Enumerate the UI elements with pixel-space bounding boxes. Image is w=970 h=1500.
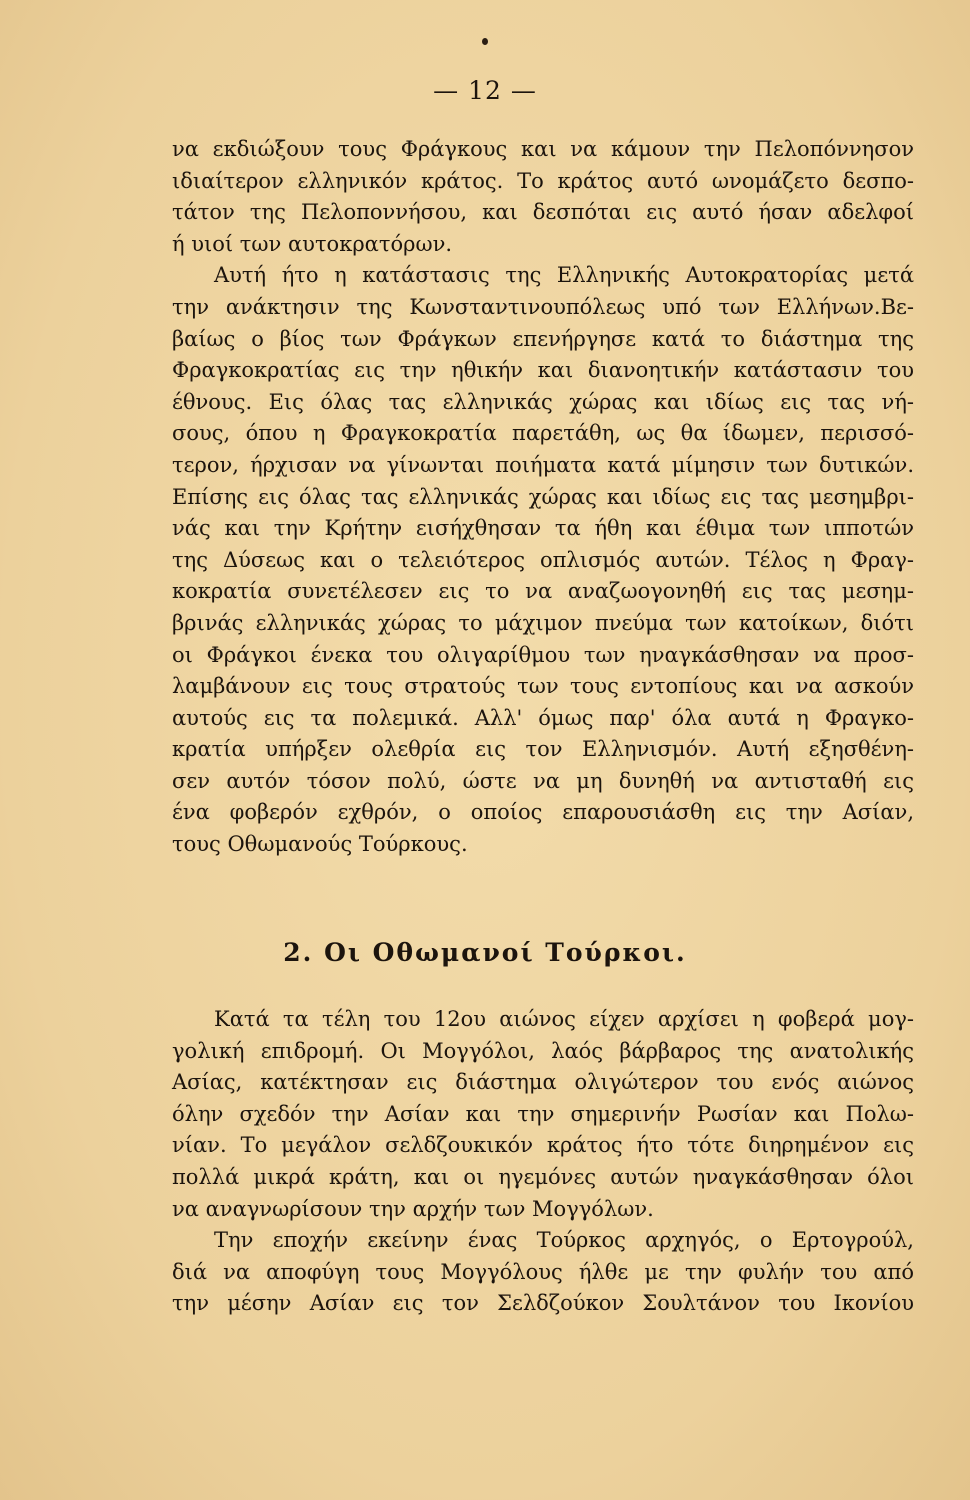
text-line: να αναγνωρίσουν την αρχήν των Μογγόλων. [172, 1196, 654, 1221]
ink-spot [482, 38, 488, 45]
section-1-text [172, 134, 914, 861]
text-line: Κατά τα τέλη του 12ου αιώνος είχεν αρχίσει η φοβερά μογ- [214, 1007, 914, 1031]
text-line: κοκρατία συνετέλεσεν εις το να αναζωογονηθή εις τας μεσημ- [172, 579, 914, 604]
text-line: ένα φοβερόν εχθρόν, ο οποίος επαρουσιάσθη εις την Ασίαν, [172, 800, 914, 825]
text-line: να εκδιώξουν τους Φράγκους και να κάμουν την Πελοπόννησον [172, 137, 914, 161]
text-line: την μέσην Ασίαν εις τον Σελδζούκον Σουλτάνον του Ικονίου [172, 1291, 914, 1316]
text-line: σους, όπου η Φραγκοκρατία παρετάθη, ως θα ίδωμεν, περισσό- [172, 421, 914, 446]
text-line: ιδιαίτερον ελληνικόν κράτος. Το κράτος αυτό ωνομάζετο δεσπο- [172, 168, 914, 193]
text-line: Φραγκοκρατίας εις την ηθικήν και διανοητικήν κατάστασιν του [172, 358, 914, 383]
text-line: βαίως ο βίος των Φράγκων επενήργησε κατά το διάστημα της [172, 326, 914, 351]
text-line: λαμβάνουν εις τους στρατούς των τους εντοπίους και να ασκούν [172, 674, 914, 699]
text-line: οι Φράγκοι ένεκα του ολιγαρίθμου των ηναγκάσθησαν να προσ- [172, 642, 914, 667]
section-2-text [172, 1004, 914, 1320]
text-line: Επίσης εις όλας τας ελληνικάς χώρας και ιδίως εις τας μεσημβρι- [172, 484, 914, 509]
text-line: Αυτή ήτο η κατάστασις της Ελληνικής Αυτοκρατορίας μετά [214, 263, 914, 288]
text-line: αυτούς εις τα πολεμικά. Αλλ' όμως παρ' όλα αυτά η Φραγκο- [172, 705, 914, 730]
text-line: διά να αποφύγη τους Μογγόλους ήλθε με την φυλήν του από [172, 1259, 914, 1284]
text-line: κρατία υπήρξεν ολεθρία εις τον Ελληνισμόν. Αυτή εξησθένη- [172, 737, 914, 762]
text-line: νάς και την Κρήτην εισήχθησαν τα ήθη και έθιμα των ιπποτών [172, 516, 914, 541]
text-line: Την εποχήν εκείνην ένας Τούρκος αρχηγός, ο Ερτογρούλ, [214, 1228, 914, 1253]
text-line: πολλά μικρά κράτη, και οι ηγεμόνες αυτών ηναγκάσθησαν όλοι [172, 1164, 914, 1189]
section-heading: 2. Οι Οθωμανοί Τούρκοι. [283, 938, 687, 967]
text-line: γολική επιδρομή. Οι Μογγόλοι, λαός βάρβαρος της ανατολικής [172, 1038, 914, 1063]
text-line: έθνους. Εις όλας τας ελληνικάς χώρας και ιδίως εις τας νή- [172, 389, 914, 414]
text-line: την ανάκτησιν της Κωνσταντινουπόλεως υπό των Ελλήνων.Βε- [172, 294, 914, 319]
text-line: τερον, ήρχισαν να γίνωνται ποιήματα κατά μίμησιν των δυτικών. [172, 452, 914, 477]
text-line: σεν αυτόν τόσον πολύ, ώστε να μη δυνηθή να αντισταθή εις [172, 768, 914, 793]
page-number: — 12 — [433, 76, 537, 105]
text-line: της Δύσεως και ο τελειότερος οπλισμός αυτών. Τέλος η Φραγ- [172, 547, 914, 572]
text-line: βρινάς ελληνικάς χώρας το μάχιμον πνεύμα των κατοίκων, διότι [172, 610, 914, 635]
text-line: Ασίας, κατέκτησαν εις διάστημα ολιγώτερον του ενός αιώνος [172, 1070, 914, 1095]
text-line: τους Οθωμανούς Τούρκους. [172, 832, 468, 857]
text-line: τάτον της Πελοποννήσου, και δεσπόται εις αυτό ήσαν αδελφοί [172, 200, 914, 225]
text-line: όλην σχεδόν την Ασίαν και την σημερινήν Ρωσίαν και Πολω- [172, 1101, 914, 1126]
text-line: νίαν. Το μεγάλον σελδζουκικόν κράτος ήτο τότε διηρημένον εις [172, 1133, 914, 1158]
text-line: ή υιοί των αυτοκρατόρων. [172, 231, 453, 256]
